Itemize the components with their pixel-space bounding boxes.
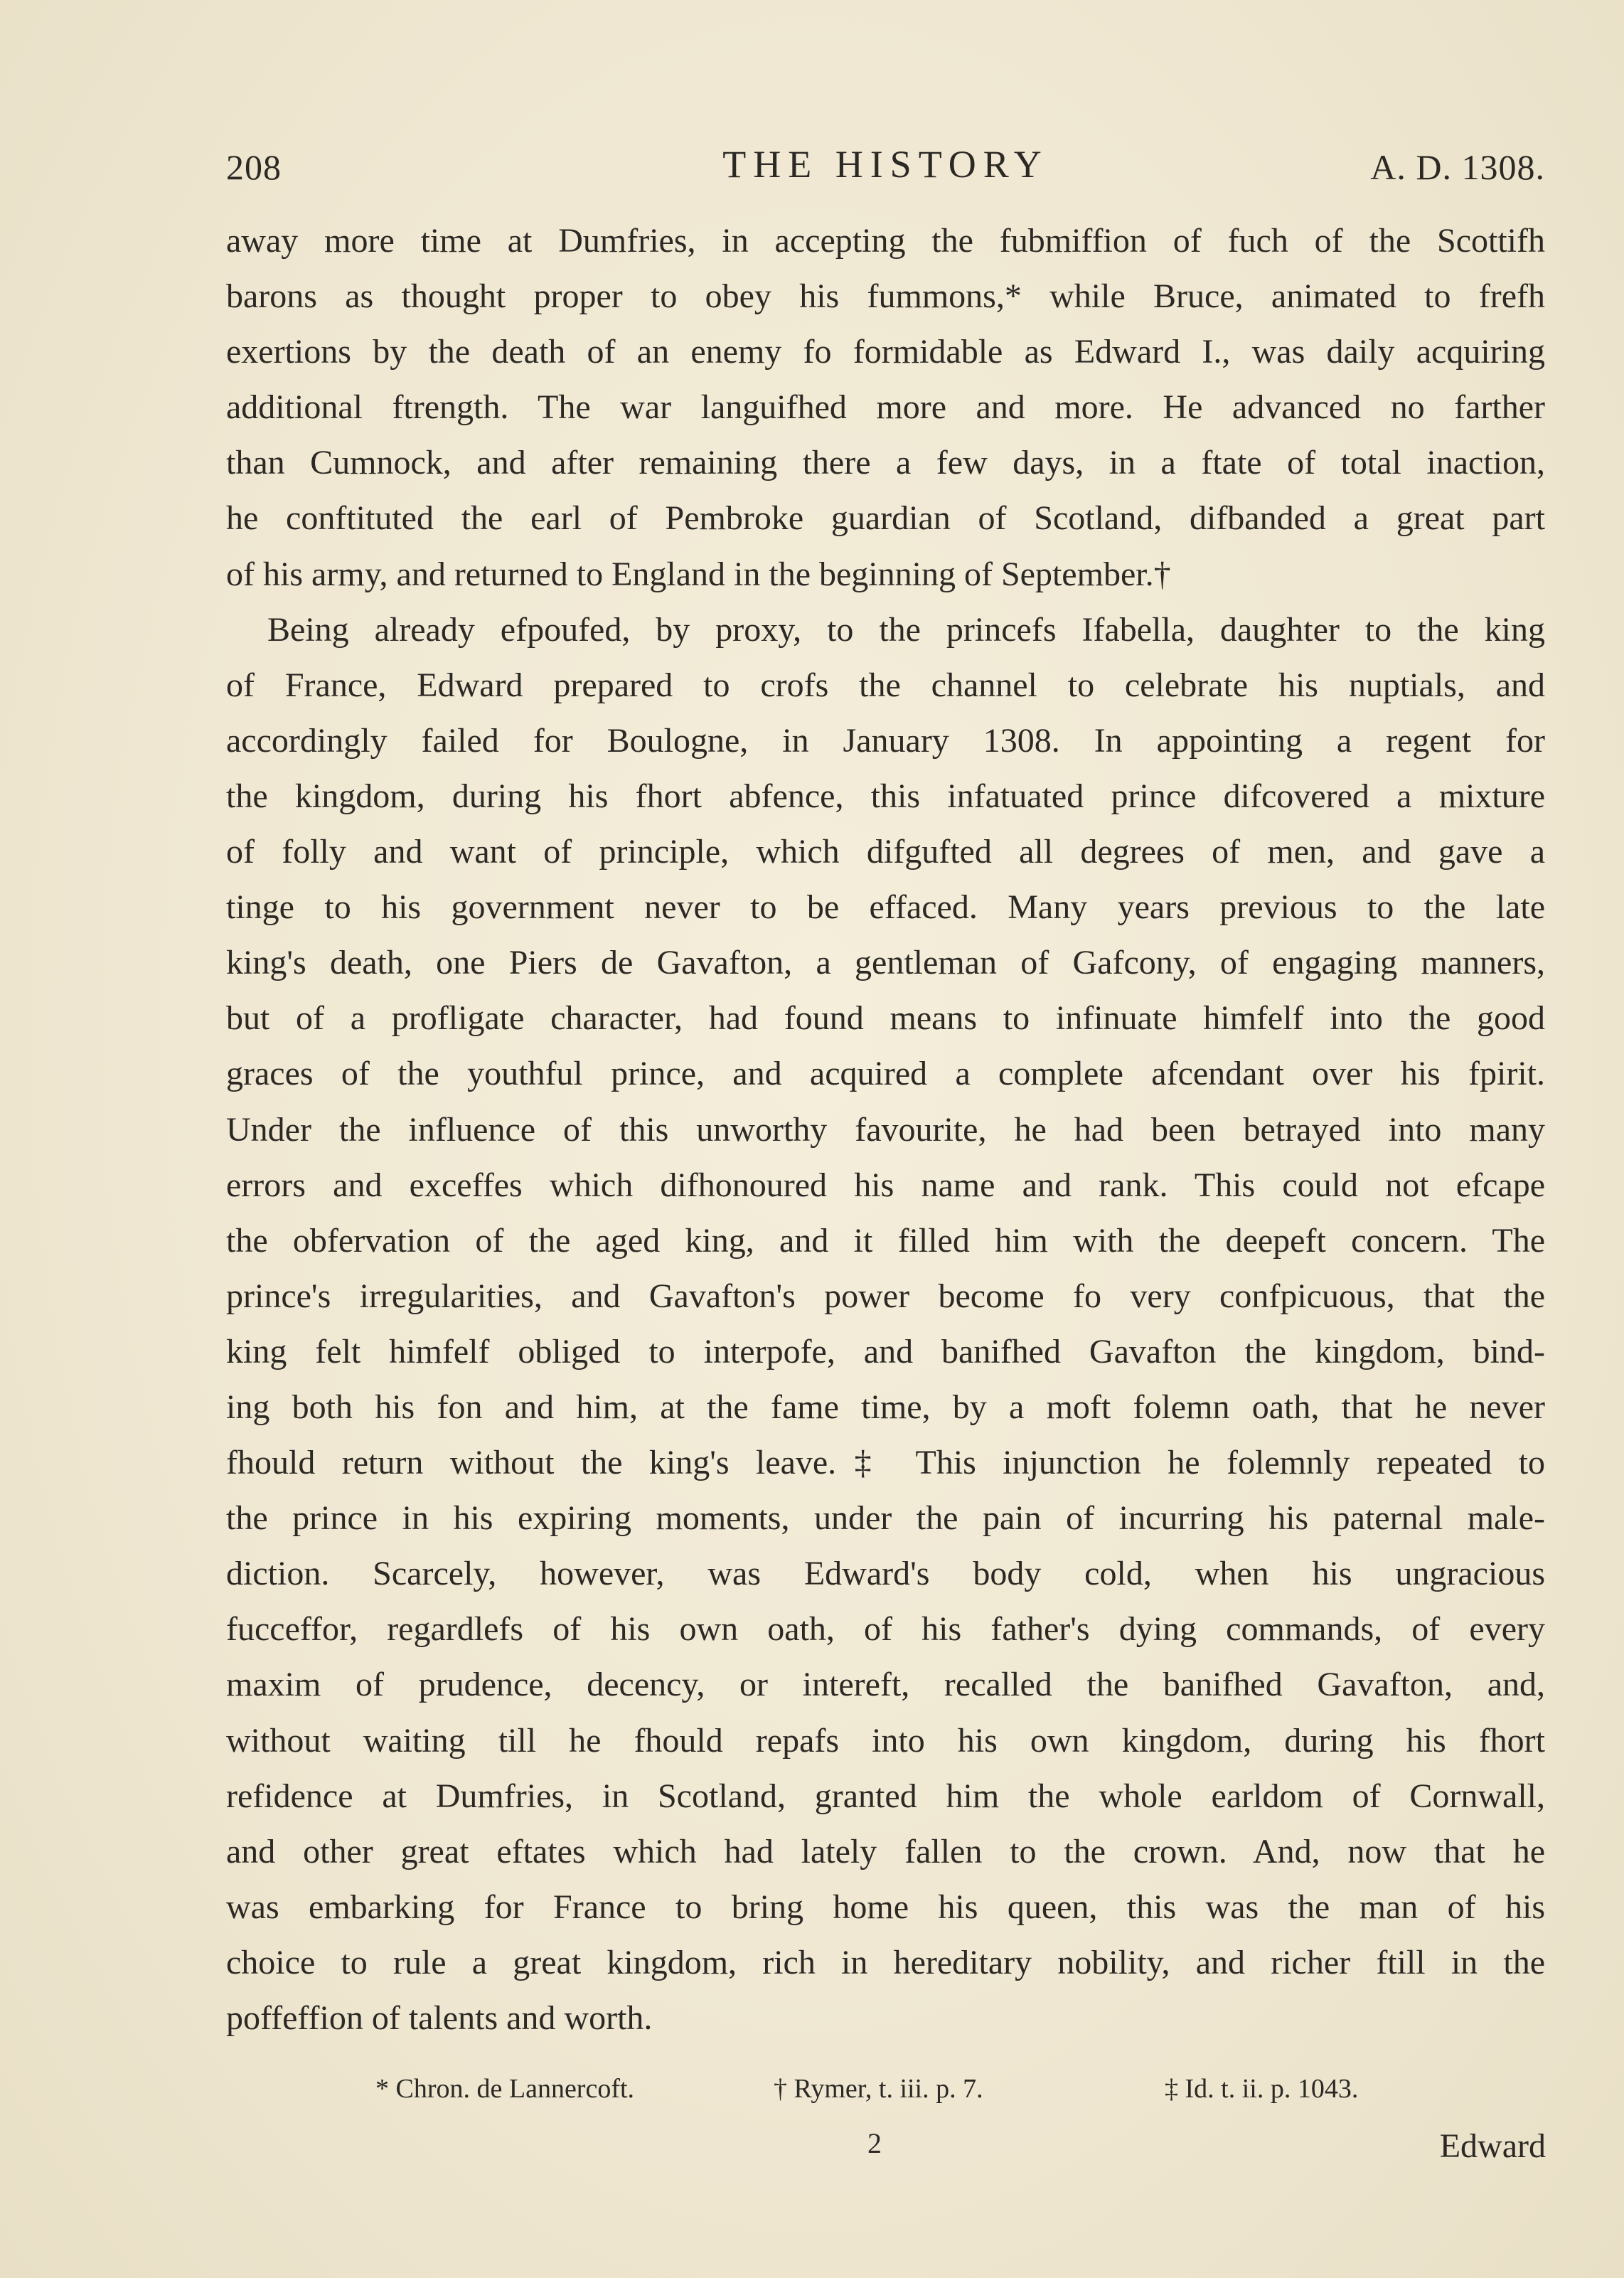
text-line: exertions by the death of an enemy fo formidable as Edward I., was daily acquiring [226, 333, 1545, 371]
text-line: tinge to his government never to be effaced. Many years previous to the late [226, 888, 1545, 927]
running-title: THE HISTORY [722, 143, 1049, 186]
text-line: king's death, one Piers de Gavafton, a gentleman of Gafcony, of engaging manners, [226, 944, 1545, 982]
text-line: without waiting till he fhould repafs into his own kingdom, during his fhort [226, 1721, 1545, 1760]
text-line: but of a profligate character, had found means to infinuate himfelf into the good [226, 999, 1545, 1038]
catchword: Edward [1439, 2127, 1546, 2165]
footnote: * Chron. de Lannercoft. [375, 2074, 635, 2104]
text-line: fhould return without the king's leave.‡ This injunction he folemnly repeated to [226, 1444, 1545, 1482]
footnote: ‡ Id. t. ii. p. 1043. [1165, 2074, 1359, 2104]
text-line: errors and exceffes which difhonoured his name and rank. This could not efcape [226, 1166, 1545, 1204]
text-line: barons as thought proper to obey his fummons,* while Bruce, animated to frefh [226, 277, 1545, 316]
running-header [226, 142, 1545, 199]
text-line: king felt himfelf obliged to interpofe, and banifhed Gavafton the kingdom, bind- [226, 1332, 1545, 1370]
text-line: than Cumnock, and after remaining there a few days, in a ftate of total inaction, [226, 444, 1545, 482]
text-line: prince's irregularities, and Gavafton's power become fo very confpicuous, that the [226, 1277, 1545, 1315]
text-line: poffeffion of talents and worth. [226, 1999, 653, 2037]
body-text [226, 213, 1545, 2046]
text-line: of France, Edward prepared to crofs the channel to celebrate his nuptials, and [226, 666, 1545, 704]
text-line: Under the influence of this unworthy favourite, he had been betrayed into many [226, 1110, 1545, 1149]
text-line: ing both his fon and him, at the fame time, by a moft folemn oath, that he never [226, 1388, 1545, 1426]
footnotes [226, 2073, 1545, 2116]
page-number: 208 [226, 147, 282, 187]
text-line: additional ftrength. The war languifhed more and more. He advanced no farther [226, 388, 1545, 427]
text-line: choice to rule a great kingdom, rich in hereditary nobility, and richer ftill in the [226, 1943, 1545, 1981]
footnote: † Rymer, t. iii. p. 7. [774, 2074, 983, 2104]
text-line: the obfervation of the aged king, and it filled him with the deepeft concern. The [226, 1221, 1545, 1260]
text-line: the kingdom, during his fhort abfence, this infatuated prince difcovered a mixture [226, 777, 1545, 815]
text-line: he conftituted the earl of Pembroke guardian of Scotland, difbanded a great part [226, 499, 1545, 538]
text-line: Being already efpoufed, by proxy, to the princefs Ifabella, daughter to the king [267, 610, 1545, 649]
year-heading: A. D. 1308. [1370, 147, 1545, 187]
text-line: maxim of prudence, decency, or intereft, recalled the banifhed Gavafton, and, [226, 1666, 1545, 1704]
text-line: accordingly failed for Boulogne, in January 1308. In appointing a regent for [226, 721, 1545, 760]
text-line: graces of the youthful prince, and acquired a complete afcendant over his fpirit. [226, 1055, 1545, 1093]
signature-mark: 2 [867, 2127, 882, 2159]
text-line: the prince in his expiring moments, under the pain of incurring his paternal male- [226, 1499, 1545, 1538]
text-line: was embarking for France to bring home his queen, this was the man of his [226, 1888, 1545, 1926]
text-line: and other great eftates which had lately fallen to the crown. And, now that he [226, 1832, 1545, 1870]
text-line: diction. Scarcely, however, was Edward's body cold, when his ungracious [226, 1555, 1545, 1593]
text-line: refidence at Dumfries, in Scotland, granted him the whole earldom of Cornwall, [226, 1777, 1545, 1815]
text-line: of folly and want of principle, which difgufted all degrees of men, and gave a [226, 833, 1545, 871]
text-line: away more time at Dumfries, in accepting the fubmiffion of fuch of the Scottifh [226, 222, 1545, 260]
text-line: fucceffor, regardlefs of his own oath, of his father's dying commands, of every [226, 1610, 1545, 1649]
text-line: of his army, and returned to England in the beginning of September.† [226, 555, 1171, 593]
